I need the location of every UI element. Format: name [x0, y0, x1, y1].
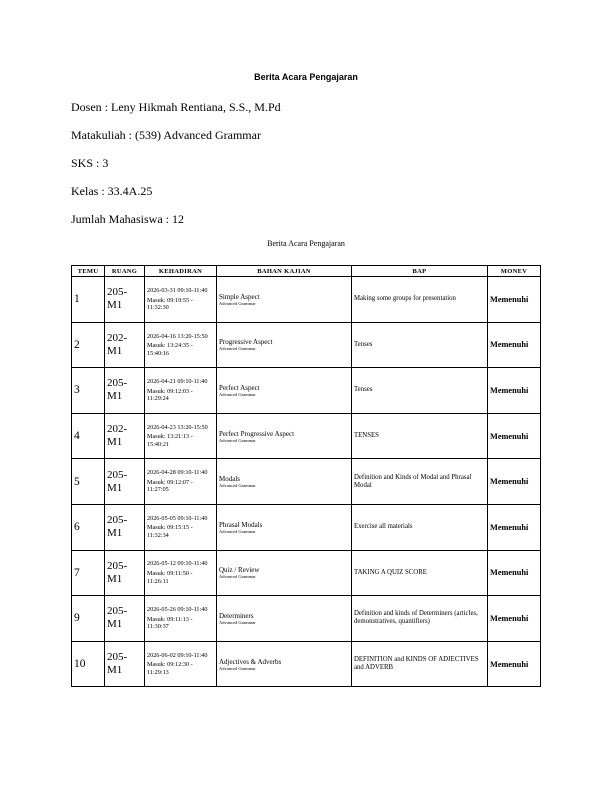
student-count-line: Jumlah Mahasiswa : 12: [71, 212, 184, 226]
cell-kehadiran: [145, 322, 217, 368]
cell-bahan-kajian: [217, 550, 352, 596]
cell-temu: 1: [72, 277, 105, 323]
cell-monev: Memenuhi: [488, 322, 541, 368]
topic-title: Phrasal Modals: [219, 520, 263, 529]
cell-kehadiran: [145, 277, 217, 323]
cell-bap: Definition and kinds of Determiners (articles, demonstratives, quantifiers): [352, 596, 488, 642]
cell-monev: Memenuhi: [488, 368, 541, 414]
course-name: Advanced Grammar: [219, 665, 256, 671]
course-name: Advanced Grammar: [219, 619, 256, 625]
topic-title: Adjectives & Adverbs: [219, 657, 282, 666]
cell-kehadiran: [145, 550, 217, 596]
attendance-time: Masuk: 09:12:03 - 11:29:24: [147, 387, 193, 403]
cell-temu: 2: [72, 322, 105, 368]
cell-bap: TENSES: [352, 413, 488, 459]
attendance-time: Masuk: 09:11:13 - 11:30:37: [147, 615, 193, 631]
cell-monev: Memenuhi: [488, 504, 541, 550]
cell-bahan-kajian: [217, 459, 352, 505]
cell-bap: DEFINITION and KINDS OF ADJECTIVES and ADVERB: [352, 641, 488, 687]
class-line: Kelas : 33.4A.25: [71, 184, 153, 198]
cell-kehadiran: [145, 368, 217, 414]
schedule-time: 2026-05-26 09:10-11:40: [147, 606, 208, 614]
cell-ruang: 205-M1: [105, 641, 145, 687]
cell-bahan-kajian: [217, 368, 352, 414]
cell-ruang: 205-M1: [105, 596, 145, 642]
schedule-time: 2026-05-05 09:10-11:40: [147, 514, 208, 522]
cell-ruang: 205-M1: [105, 277, 145, 323]
header-temu: TEMU: [72, 266, 105, 277]
cell-temu: 9: [72, 596, 105, 642]
attendance-time: Masuk: 13:24:35 - 15:40:16: [147, 342, 193, 357]
cell-bahan-kajian: [217, 596, 352, 642]
attendance-time: Masuk: 13:21:13 - 15:40:21: [147, 433, 193, 448]
cell-ruang: 205-M1: [105, 550, 145, 596]
table-header-row: [72, 266, 541, 277]
schedule-time: 2026-06-02 09:10-11:40: [147, 651, 208, 659]
cell-kehadiran: [145, 596, 217, 642]
attendance-time: Masuk: 09:12:30 - 11:29:13: [147, 661, 193, 676]
table-row: [72, 368, 541, 414]
cell-ruang: 205-M1: [105, 459, 145, 505]
header-bap: BAP: [352, 266, 488, 277]
page-title: Berita Acara Pengajaran: [254, 72, 358, 82]
table-row: [72, 550, 541, 596]
cell-temu: 4: [72, 413, 105, 459]
topic-title: Progressive Aspect: [219, 338, 273, 347]
topic-title: Modals: [219, 475, 240, 484]
cell-bahan-kajian: [217, 322, 352, 368]
cell-monev: Memenuhi: [488, 413, 541, 459]
course-name: Advanced Grammar: [219, 483, 256, 489]
topic-title: Perfect Progressive Aspect: [219, 429, 295, 438]
course-name: Advanced Grammar: [219, 437, 256, 443]
table-row: [72, 459, 541, 505]
cell-bap: Exercise all materials: [352, 504, 488, 550]
cell-monev: Memenuhi: [488, 596, 541, 642]
teaching-report-table: [71, 265, 541, 687]
header-bahan-kajian: BAHAN KAJIAN: [217, 266, 352, 277]
attendance-time: Masuk: 09:19:55 - 11:32:30: [147, 296, 193, 312]
table-body: [72, 277, 541, 687]
credits-line: SKS : 3: [71, 156, 109, 170]
topic-title: Quiz / Review: [219, 566, 260, 575]
cell-ruang: 205-M1: [105, 504, 145, 550]
topic-title: Perfect Aspect: [219, 383, 260, 392]
cell-kehadiran: [145, 459, 217, 505]
course-name: Advanced Grammar: [219, 391, 256, 397]
cell-monev: Memenuhi: [488, 277, 541, 323]
schedule-time: 2026-03-31 09:10-11:40: [147, 286, 208, 294]
schedule-time: 2026-04-21 09:10-11:40: [147, 378, 208, 386]
header-ruang: RUANG: [105, 266, 145, 277]
course-name: Advanced Grammar: [219, 528, 256, 534]
table-row: [72, 504, 541, 550]
cell-bahan-kajian: [217, 413, 352, 459]
cell-monev: Memenuhi: [488, 641, 541, 687]
table-row: [72, 641, 541, 687]
cell-ruang: 202-M1: [105, 413, 145, 459]
header-kehadiran: KEHADIRAN: [145, 266, 217, 277]
cell-bap: Making some groups for presentation: [352, 277, 488, 323]
schedule-time: 2026-04-28 09:10-11:40: [147, 469, 208, 477]
topic-title: Determiners: [219, 611, 254, 620]
cell-temu: 3: [72, 368, 105, 414]
attendance-time: Masuk: 09:12:07 - 11:27:05: [147, 478, 193, 494]
cell-bap: TAKING A QUIZ SCORE: [352, 550, 488, 596]
cell-bahan-kajian: [217, 641, 352, 687]
course-name: Advanced Grammar: [219, 346, 256, 352]
table-row: [72, 596, 541, 642]
topic-title: Simple Aspect: [219, 292, 260, 301]
cell-monev: Memenuhi: [488, 550, 541, 596]
cell-ruang: 202-M1: [105, 322, 145, 368]
cell-ruang: 205-M1: [105, 368, 145, 414]
cell-temu: 7: [72, 550, 105, 596]
cell-kehadiran: [145, 641, 217, 687]
course-name: Advanced Grammar: [219, 574, 256, 580]
attendance-time: Masuk: 09:15:15 - 11:32:34: [147, 524, 193, 540]
schedule-time: 2026-05-12 09:10-11:40: [147, 560, 208, 568]
cell-kehadiran: [145, 413, 217, 459]
table-caption: Berita Acara Pengajaran: [267, 239, 345, 248]
course-name: Advanced Grammar: [219, 300, 256, 306]
attendance-time: Masuk: 09:11:50 - 11:26:11: [147, 570, 193, 585]
cell-temu: 5: [72, 459, 105, 505]
schedule-time: 2026-04-16 13:20-15:50: [147, 332, 208, 340]
cell-bap: Tenses: [352, 322, 488, 368]
schedule-time: 2026-04-23 13:20-15:50: [147, 423, 208, 431]
cell-temu: 10: [72, 641, 105, 687]
cell-bahan-kajian: [217, 277, 352, 323]
table-row: [72, 322, 541, 368]
cell-temu: 6: [72, 504, 105, 550]
header-monev: MONEV: [488, 266, 541, 277]
cell-bap: Tenses: [352, 368, 488, 414]
cell-bahan-kajian: [217, 504, 352, 550]
course-line: Matakuliah : (539) Advanced Grammar: [71, 128, 261, 142]
table-row: [72, 413, 541, 459]
table-row: [72, 277, 541, 323]
cell-kehadiran: [145, 504, 217, 550]
cell-monev: Memenuhi: [488, 459, 541, 505]
lecturer-line: Dosen : Leny Hikmah Rentiana, S.S., M.Pd: [71, 100, 281, 114]
cell-bap: Definition and Kinds of Modal and Phrasal Modal: [352, 459, 488, 505]
